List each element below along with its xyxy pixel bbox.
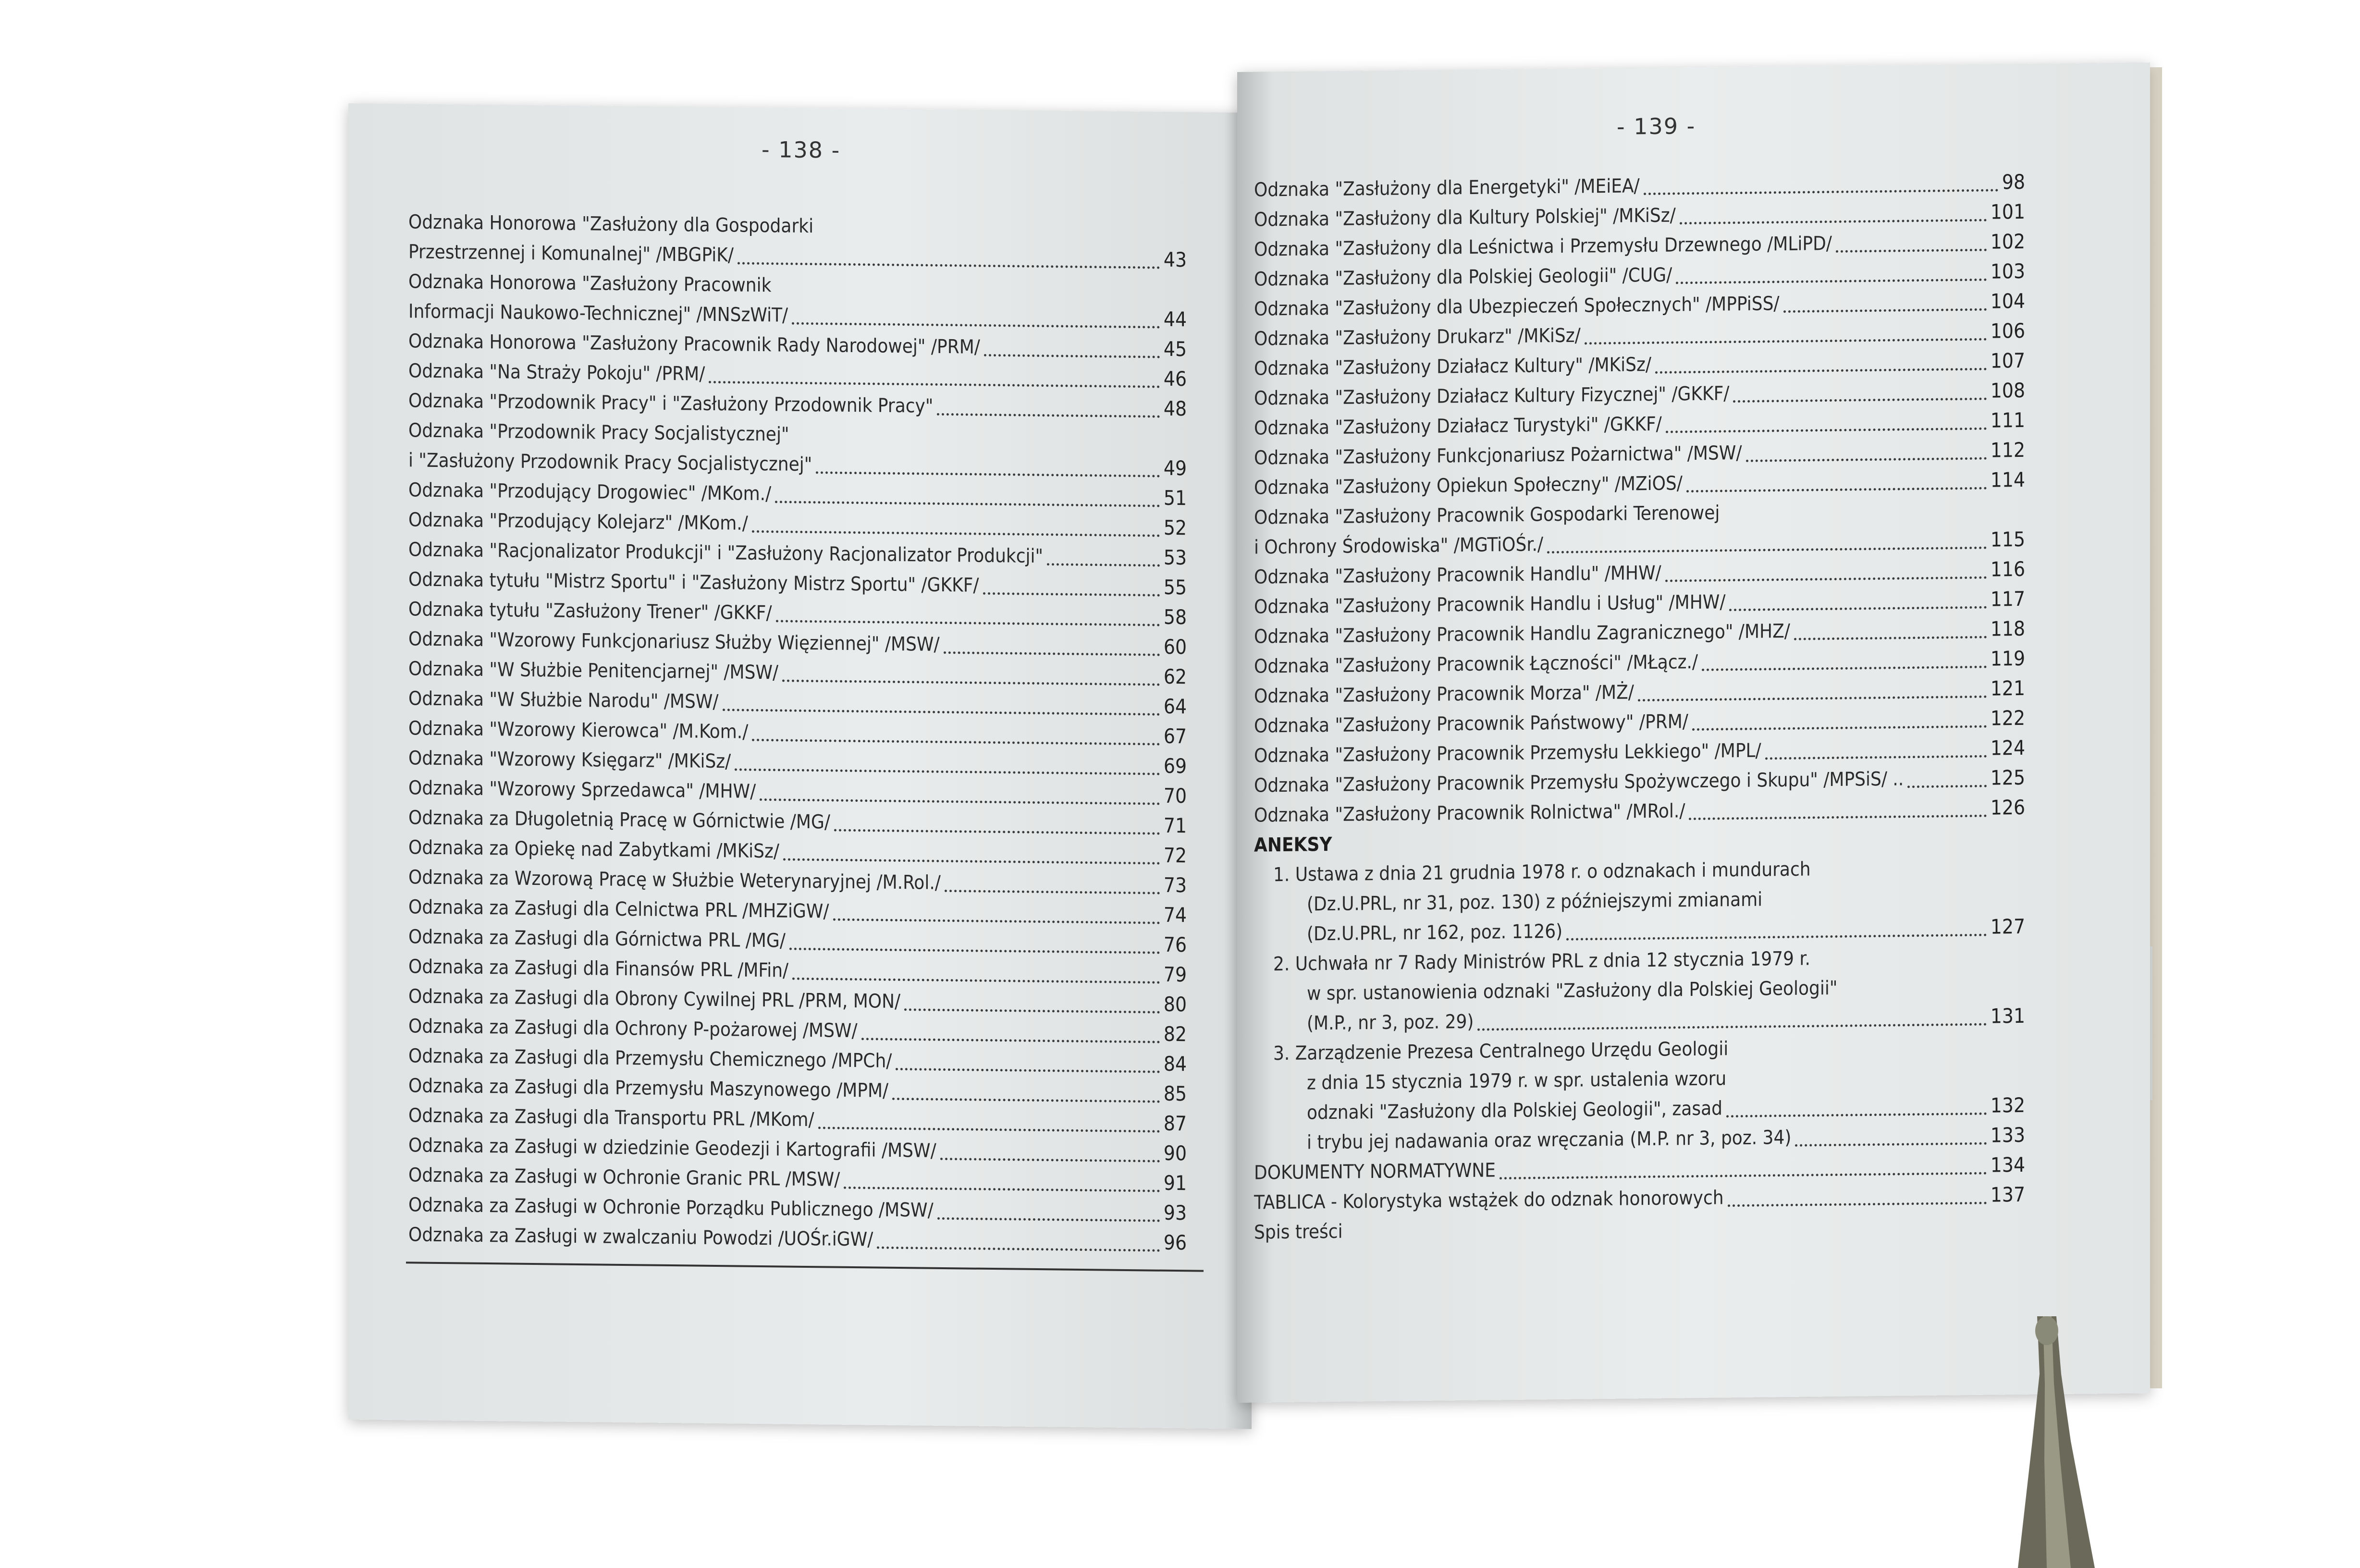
dot-leader bbox=[937, 408, 1160, 418]
dot-leader bbox=[944, 647, 1160, 656]
dot-leader bbox=[792, 973, 1160, 984]
dot-leader bbox=[789, 943, 1160, 954]
toc-page-number: 102 bbox=[1990, 229, 2025, 254]
dot-leader bbox=[1644, 184, 1998, 195]
toc-page-number: 121 bbox=[1990, 676, 2025, 700]
bookmark-ribbon bbox=[1999, 1316, 2104, 1568]
dot-leader bbox=[1728, 1197, 1987, 1207]
toc-page-number: 115 bbox=[1990, 527, 2025, 551]
toc-entry-title: Odznaka "Zasłużony dla Polskiej Geologii" /CUG/ bbox=[1254, 264, 1672, 291]
toc-entry-title: Odznaka za Zasługi dla Celnictwa PRL /MHZiGW/ bbox=[408, 896, 829, 923]
dot-leader bbox=[738, 257, 1160, 269]
toc-page-number: 55 bbox=[1163, 575, 1187, 600]
dot-leader bbox=[984, 349, 1160, 358]
dot-leader bbox=[896, 1063, 1160, 1073]
dot-leader bbox=[1689, 810, 1986, 820]
toc-entry-title: Odznaka "Przodujący Kolejarz" /MKom./ bbox=[408, 509, 748, 535]
toc-entry-title: Odznaka "Zasłużony Pracownik Handlu i Usług" /MHW/ bbox=[1254, 591, 1726, 618]
toc-entry-title: Odznaka "Racjonalizator Produkcji" i "Zasłużony Racjonalizator Produkcji" bbox=[408, 539, 1044, 568]
dot-leader bbox=[1783, 304, 1987, 313]
dot-leader bbox=[945, 885, 1160, 894]
toc-entry-title: Odznaka "Przodownik Pracy" i "Zasłużony Przodownik Pracy" bbox=[408, 390, 934, 417]
toc-entry-line: Odznaka "Przodownik Pracy Socjalistycznej" bbox=[408, 419, 789, 446]
toc-entry-title: Odznaka za Zasługi dla Przemysłu Maszynowego /MPM/ bbox=[408, 1075, 889, 1102]
toc-page-number: 58 bbox=[1163, 605, 1187, 629]
toc-entry-title: Odznaka "Zasłużony Działacz Kultury Fizycznej" /GKKF/ bbox=[1254, 382, 1730, 410]
toc-page-number: 74 bbox=[1163, 903, 1187, 927]
toc-entry-line: 2. Uchwała nr 7 Rady Ministrów PRL z dnia 12 stycznia 1979 r. bbox=[1273, 947, 1810, 976]
toc-entry-title: Informacji Naukowo-Technicznej" /MNSzWiT/ bbox=[408, 300, 788, 327]
dot-leader bbox=[877, 1242, 1160, 1252]
toc-entry-title: Odznaka "Zasłużony dla Leśnictwa i Przemysłu Drzewnego /MLiPD/ bbox=[1254, 233, 1832, 261]
toc-entry-title: Odznaka "Zasłużony Pracownik Morza" /MŻ/ bbox=[1254, 681, 1634, 708]
toc-page-number: 43 bbox=[1163, 247, 1187, 272]
dot-leader bbox=[937, 1213, 1160, 1222]
toc-page-number: 46 bbox=[1163, 367, 1187, 391]
toc-page-number: 125 bbox=[1990, 765, 2025, 790]
dot-leader bbox=[1765, 750, 1987, 760]
toc-page-number: 52 bbox=[1163, 515, 1187, 540]
toc-page-number: 53 bbox=[1163, 545, 1187, 570]
dot-leader bbox=[760, 794, 1160, 805]
dot-leader bbox=[1729, 601, 1986, 612]
toc-entry-title: Odznaka "Zasłużony Pracownik Łączności" /MŁącz./ bbox=[1254, 650, 1698, 678]
dot-leader bbox=[776, 615, 1160, 626]
dot-leader bbox=[1836, 244, 1987, 253]
toc-entry-title: Odznaka "Przodujący Drogowiec" /MKom./ bbox=[408, 479, 772, 505]
toc-page-number: 98 bbox=[2002, 170, 2025, 194]
dot-leader bbox=[834, 824, 1160, 835]
toc-entry-title: Odznaka za Długoletnią Pracę w Górnictwie /MG/ bbox=[408, 807, 830, 833]
dot-leader bbox=[1500, 1167, 1987, 1180]
dot-leader bbox=[752, 526, 1160, 537]
toc-page-number: 64 bbox=[1163, 694, 1187, 719]
toc-page-number: 48 bbox=[1163, 396, 1187, 421]
toc-page-number: 90 bbox=[1163, 1141, 1187, 1165]
toc-entry-title: Odznaka za Zasługi dla Przemysłu Chemicznego /MPCh/ bbox=[408, 1045, 892, 1072]
toc-page-number: 132 bbox=[1990, 1093, 2025, 1117]
toc-entry-title: odznaki "Zasłużony dla Polskiej Geologii", zasad bbox=[1307, 1097, 1722, 1124]
dot-leader bbox=[735, 763, 1160, 775]
toc-page-number: 111 bbox=[1990, 408, 2025, 432]
toc-entry-title: Odznaka za Zasługi dla Górnictwa PRL /MG/ bbox=[408, 926, 786, 952]
dot-leader bbox=[792, 318, 1160, 329]
page-number: - 139 - bbox=[1617, 113, 1696, 140]
dot-leader bbox=[1794, 631, 1987, 640]
dot-leader bbox=[1566, 929, 1987, 941]
toc-page-number: 44 bbox=[1163, 307, 1187, 331]
toc-page-number: 87 bbox=[1163, 1111, 1187, 1136]
toc-page-number: 60 bbox=[1163, 635, 1187, 659]
dot-leader bbox=[1655, 363, 1987, 374]
toc-page-number: 45 bbox=[1163, 337, 1187, 361]
left-page bbox=[348, 103, 1252, 1429]
dot-leader bbox=[752, 734, 1160, 746]
toc-entry-title: (M.P., nr 3, poz. 29) bbox=[1307, 1010, 1474, 1035]
toc-entry-title: Odznaka "Zasłużony Działacz Turystyki" /GKKF/ bbox=[1254, 413, 1662, 440]
toc-entry-line: 3. Zarządzenie Prezesa Centralnego Urzędu Geologii bbox=[1273, 1038, 1729, 1065]
toc-entry-title: Odznaka "Zasłużony Pracownik Handlu Zagranicznego" /MHZ/ bbox=[1254, 620, 1790, 648]
toc-page-number: 124 bbox=[1990, 735, 2025, 760]
dot-leader bbox=[833, 914, 1160, 924]
toc-page-number: 116 bbox=[1990, 557, 2025, 581]
toc-entry-title: Odznaka tytułu "Mistrz Sportu" i "Zasłużony Mistrz Sportu" /GKKF/ bbox=[408, 568, 979, 597]
dot-leader bbox=[1702, 661, 1987, 671]
toc-page-number: 104 bbox=[1990, 289, 2025, 313]
toc-entry-line: (Dz.U.PRL, nr 31, poz. 130) z późniejszymi zmianami bbox=[1307, 888, 1763, 916]
toc-entry-title: Odznaka tytułu "Zasłużony Trener" /GKKF/ bbox=[408, 598, 772, 625]
toc-entry-line: Odznaka "Zasłużony Pracownik Gospodarki Terenowej bbox=[1254, 502, 1720, 529]
toc-entry-line: 1. Ustawa z dnia 21 grudnia 1978 r. o odznakach i mundurach bbox=[1273, 858, 1811, 886]
dot-leader bbox=[816, 466, 1160, 477]
right-page bbox=[1237, 62, 2150, 1403]
toc-page-number: 133 bbox=[1990, 1123, 2025, 1147]
toc-entry-title: Odznaka za Zasługi w zwalczaniu Powodzi /UOŚr.iGW/ bbox=[408, 1224, 873, 1251]
toc-entry-line: Spis treści bbox=[1254, 1220, 1343, 1244]
toc-entry-title: Odznaka "Zasłużony Pracownik Przemysłu Lekkiego" /MPL/ bbox=[1254, 739, 1761, 767]
toc-page-number: 118 bbox=[1990, 616, 2025, 641]
dot-leader bbox=[783, 853, 1160, 864]
toc-entry-title: i trybu jej nadawania oraz wręczania (M.P. nr 3, poz. 34) bbox=[1307, 1126, 1792, 1154]
toc-entry-title: Odznaka Honorowa "Zasłużony Pracownik Rady Narodowej" /PRM/ bbox=[408, 330, 980, 358]
toc-entry-title: Odznaka "Zasłużony Pracownik Przemysłu Spożywczego i Skupu" /MPSiS/ .. bbox=[1254, 768, 1904, 797]
dot-leader bbox=[1676, 274, 1987, 284]
annex-heading: ANEKSY bbox=[1254, 833, 1332, 857]
toc-page-number: 127 bbox=[1990, 914, 2025, 939]
dot-leader bbox=[1795, 1138, 1987, 1147]
dot-leader bbox=[940, 1153, 1160, 1163]
toc-page-number: 131 bbox=[1990, 1004, 2025, 1028]
dot-leader bbox=[1666, 423, 1987, 433]
dot-leader bbox=[1047, 558, 1160, 566]
toc-entry-title: Odznaka "W Służbie Penitencjarnej" /MSW/ bbox=[408, 658, 779, 684]
dot-leader bbox=[818, 1122, 1160, 1132]
toc-entry-title: Odznaka za Wzorową Pracę w Służbie Weterynaryjnej /M.Rol./ bbox=[408, 866, 941, 894]
toc-page-number: 137 bbox=[1990, 1182, 2025, 1207]
toc-entry-title: DOKUMENTY NORMATYWNE bbox=[1254, 1159, 1496, 1184]
end-rule bbox=[406, 1262, 1204, 1272]
toc-entry-line: z dnia 15 stycznia 1979 r. w spr. ustalenia wzoru bbox=[1307, 1067, 1727, 1094]
toc-entry-title: Odznaka "W Służbie Narodu" /MSW/ bbox=[408, 687, 719, 713]
toc-page-number: 85 bbox=[1163, 1081, 1187, 1106]
dot-leader bbox=[904, 1004, 1160, 1014]
toc-entry-title: Przestrzennej i Komunalnej" /MBGPiK/ bbox=[408, 241, 734, 267]
toc-page-number: 62 bbox=[1163, 664, 1187, 689]
toc-page-number: 70 bbox=[1163, 784, 1187, 808]
toc-entry-title: Odznaka za Zasługi w dziedzinie Geodezji i Kartografii /MSW/ bbox=[408, 1134, 936, 1162]
dot-leader bbox=[861, 1033, 1160, 1043]
toc-page-number: 82 bbox=[1163, 1022, 1187, 1046]
toc-entry-line: Odznaka Honorowa "Zasłużony dla Gospodarki bbox=[408, 211, 814, 238]
toc-entry-title: Odznaka "Wzorowy Funkcjonariusz Służby Więziennej" /MSW/ bbox=[408, 628, 940, 656]
toc-entry-title: Odznaka "Zasłużony dla Energetyki" /MEiEA/ bbox=[1254, 175, 1640, 201]
toc-page-number: 117 bbox=[1990, 587, 2025, 611]
dot-leader bbox=[782, 674, 1160, 686]
toc-entry-title: Odznaka za Zasługi w Ochronie Porządku Publicznego /MSW/ bbox=[408, 1194, 934, 1222]
toc-entry-title: Odznaka "Zasłużony dla Ubezpieczeń Społecznych" /MPPiSS/ bbox=[1254, 293, 1780, 320]
toc-entry-title: Odznaka za Zasługi dla Ochrony P-pożarowej /MSW/ bbox=[408, 1015, 858, 1042]
toc-entry-line: w spr. ustanowienia odznaki "Zasłużony dla Polskiej Geologii" bbox=[1307, 977, 1838, 1005]
toc-page-number: 79 bbox=[1163, 962, 1187, 987]
dot-leader bbox=[1585, 333, 1987, 345]
dot-leader bbox=[1477, 1018, 1986, 1031]
dot-leader bbox=[709, 376, 1160, 388]
toc-entry-title: Odznaka "Zasłużony Funkcjonariusz Pożarnictwa" /MSW/ bbox=[1254, 441, 1742, 469]
toc-entry-title: Odznaka "Wzorowy Księgarz" /MKiSz/ bbox=[408, 747, 731, 773]
toc-entry-title: Odznaka "Zasłużony Pracownik Rolnictwa" /MRol./ bbox=[1254, 800, 1685, 827]
toc-page-number: 126 bbox=[1990, 795, 2025, 820]
toc-page-number: 69 bbox=[1163, 754, 1187, 778]
table-of-contents bbox=[408, 207, 1187, 1258]
dot-leader bbox=[1547, 542, 1987, 554]
toc-entry-title: (Dz.U.PRL, nr 162, poz. 1126) bbox=[1307, 920, 1563, 945]
toc-page-number: 72 bbox=[1163, 843, 1187, 868]
page-number: - 138 - bbox=[762, 136, 841, 163]
dot-leader bbox=[723, 704, 1160, 716]
toc-entry-title: i Ochrony Środowiska" /MGTiOŚr./ bbox=[1254, 533, 1543, 559]
toc-entry-title: Odznaka za Zasługi dla Obrony Cywilnej PRL /PRM, MON/ bbox=[408, 985, 901, 1013]
toc-entry-title: Odznaka "Wzorowy Kierowca" /M.Kom./ bbox=[408, 717, 749, 743]
toc-page-number: 106 bbox=[1990, 318, 2025, 343]
toc-page-number: 103 bbox=[1990, 259, 2025, 283]
toc-entry-title: Odznaka "Zasłużony Pracownik Państwowy" /PRM/ bbox=[1254, 710, 1688, 737]
toc-entry-title: Odznaka "Zasłużony Pracownik Handlu" /MHW/ bbox=[1254, 562, 1661, 588]
toc-entry-title: Odznaka "Na Straży Pokoju" /PRM/ bbox=[408, 360, 705, 385]
toc-page-number: 84 bbox=[1163, 1052, 1187, 1076]
toc-entry-title: TABLICA - Kolorystyka wstążek do odznak honorowych bbox=[1254, 1187, 1724, 1214]
toc-entry-title: i "Zasłużony Przodownik Pracy Socjalistycznej" bbox=[408, 449, 812, 476]
dot-leader bbox=[844, 1182, 1160, 1192]
dot-leader bbox=[1907, 780, 1987, 788]
toc-page-number: 134 bbox=[1990, 1152, 2025, 1177]
toc-entry-title: Odznaka "Zasłużony Drukarz" /MKiSz/ bbox=[1254, 324, 1581, 350]
toc-entry-title: Odznaka "Zasłużony dla Kultury Polskiej" /MKiSz/ bbox=[1254, 204, 1676, 231]
table-of-contents bbox=[1254, 167, 2025, 1248]
dot-leader bbox=[1746, 453, 1987, 462]
dot-leader bbox=[1692, 721, 1987, 731]
toc-page-number: 73 bbox=[1163, 873, 1187, 897]
toc-entry-title: Odznaka "Zasłużony Działacz Kultury" /MKiSz/ bbox=[1254, 353, 1652, 380]
toc-entry-title: Odznaka "Wzorowy Sprzedawca" /MHW/ bbox=[408, 777, 756, 803]
dot-leader bbox=[983, 588, 1160, 597]
toc-page-number: 101 bbox=[1990, 199, 2025, 224]
toc-page-number: 49 bbox=[1163, 456, 1187, 480]
dot-leader bbox=[1733, 393, 1986, 403]
toc-page-number: 67 bbox=[1163, 724, 1187, 748]
toc-page-number: 80 bbox=[1163, 992, 1187, 1017]
toc-entry-title: Odznaka za Zasługi w Ochronie Granic PRL /MSW/ bbox=[408, 1164, 840, 1191]
dot-leader bbox=[1686, 482, 1987, 493]
dot-leader bbox=[892, 1093, 1160, 1103]
toc-page-number: 71 bbox=[1163, 813, 1187, 838]
toc-entry-title: Odznaka za Opiekę nad Zabytkami /MKiSz/ bbox=[408, 836, 780, 863]
toc-entry-title: Odznaka za Zasługi dla Finansów PRL /MFin/ bbox=[408, 956, 789, 982]
toc-page-number: 96 bbox=[1163, 1230, 1187, 1255]
toc-page-number: 93 bbox=[1163, 1200, 1187, 1225]
toc-page-number: 112 bbox=[1990, 438, 2025, 462]
toc-page-number: 114 bbox=[1990, 467, 2025, 492]
toc-page-number: 91 bbox=[1163, 1171, 1187, 1195]
toc-entry-line: Odznaka Honorowa "Zasłużony Pracownik bbox=[408, 270, 772, 297]
toc-page-number: 122 bbox=[1990, 706, 2025, 730]
toc-entry-title: Odznaka za Zasługi dla Transportu PRL /MKom/ bbox=[408, 1104, 814, 1131]
dot-leader bbox=[1638, 691, 1987, 702]
toc-page-number: 108 bbox=[1990, 378, 2025, 403]
toc-page-number: 107 bbox=[1990, 348, 2025, 373]
toc-page-number: 51 bbox=[1163, 486, 1187, 510]
dot-leader bbox=[1680, 214, 1987, 225]
dot-leader bbox=[775, 496, 1160, 507]
toc-entry-title: Odznaka "Zasłużony Opiekun Społeczny" /MZiOS/ bbox=[1254, 472, 1683, 499]
toc-page-number: 119 bbox=[1990, 646, 2025, 671]
toc-page-number: 76 bbox=[1163, 932, 1187, 957]
dot-leader bbox=[1665, 572, 1987, 582]
dot-leader bbox=[1726, 1108, 1987, 1118]
